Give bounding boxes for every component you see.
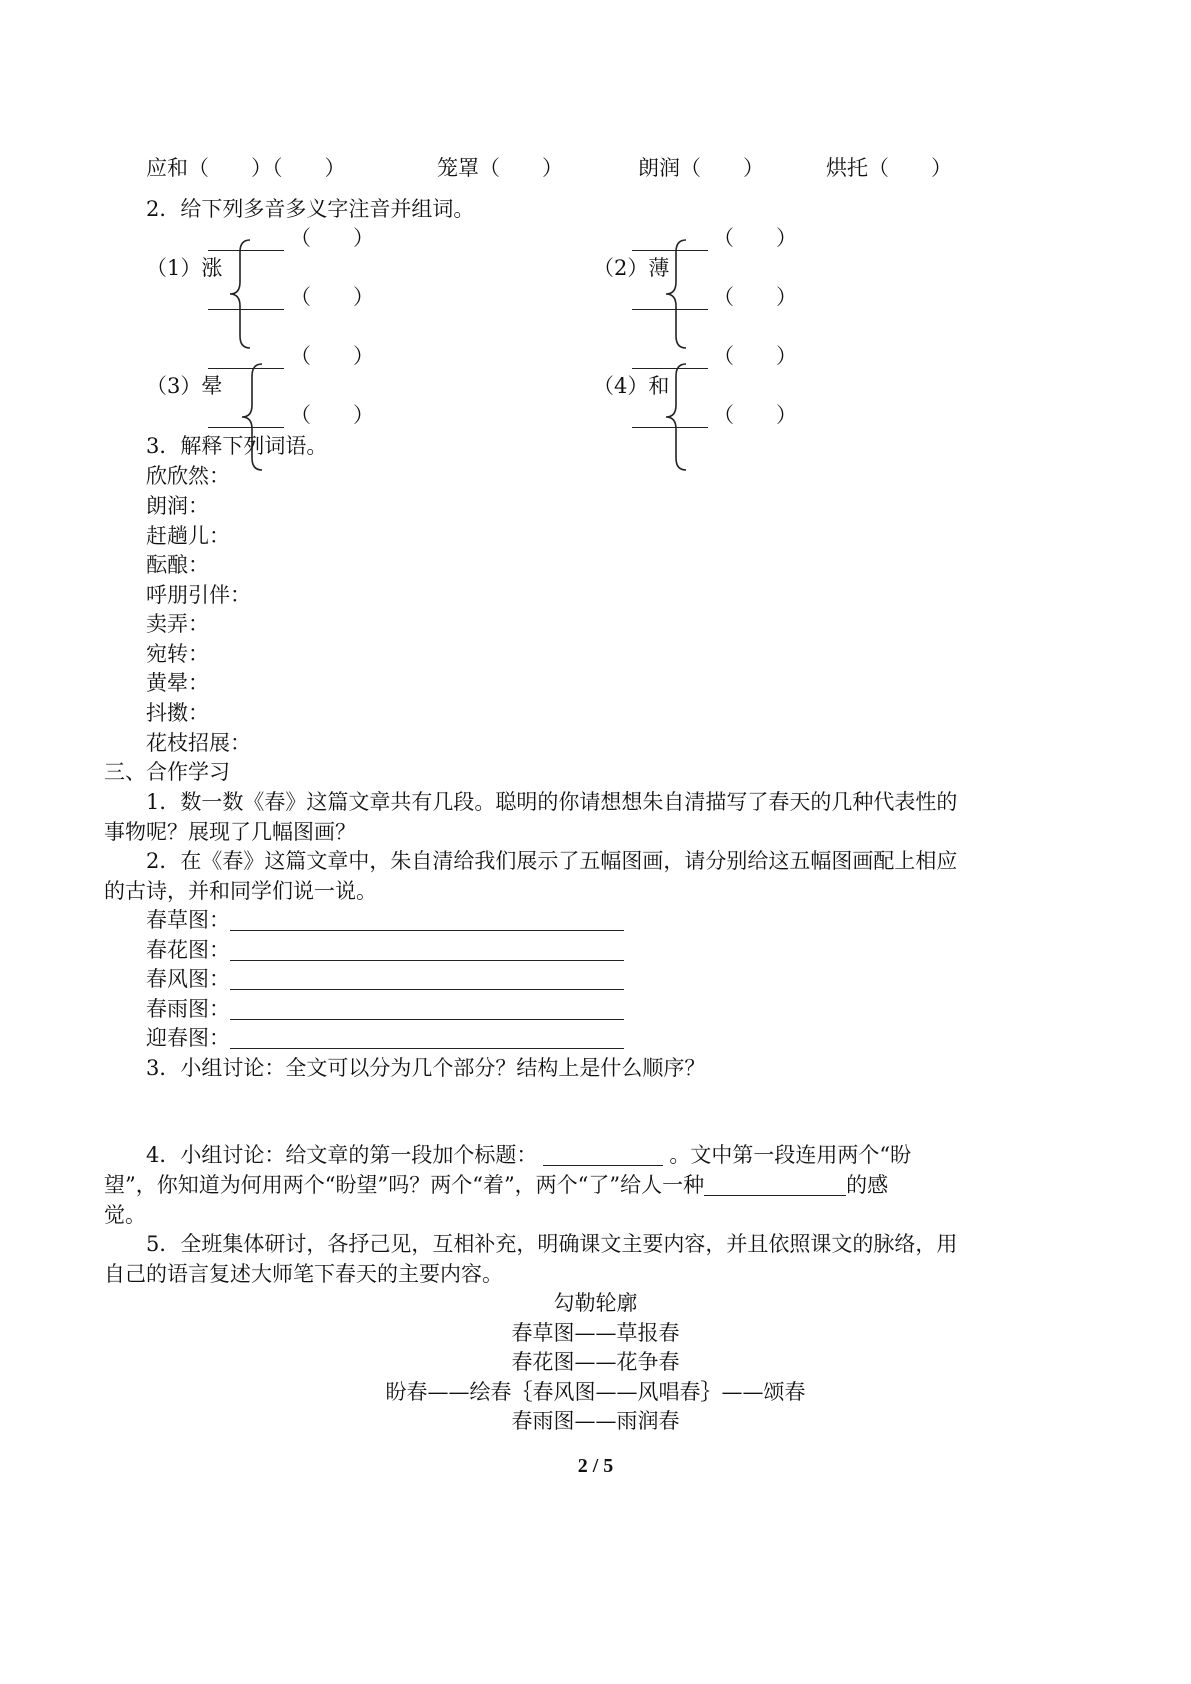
curly-brace — [662, 238, 692, 350]
s3-q3: 3．小组讨论：全文可以分为几个部分？结构上是什么顺序？ — [146, 1056, 706, 1080]
q4-text: 。文中第一段连用两个“盼 — [669, 1143, 912, 1167]
s3-q4-line2 — [104, 1175, 888, 1196]
vocab-item-hongtuo — [826, 158, 952, 179]
q4-text: 4．小组讨论：给文章的第一段加个标题： — [146, 1143, 538, 1167]
outline-line-chunyu: 春雨图——雨润春 — [511, 1409, 680, 1433]
vocab-word: 应和 — [146, 156, 188, 180]
term-wanzhuan: 宛转： — [146, 642, 209, 666]
outline-title: 勾勒轮廓 — [553, 1291, 638, 1315]
pinyin-paren: （ ） — [290, 226, 374, 250]
vocab-blanks: （ ）（ ） — [188, 156, 346, 180]
s3-q4-line3: 觉。 — [104, 1203, 146, 1227]
outline-line-chuncao: 春草图——草报春 — [511, 1321, 680, 1345]
term-hupengyinban: 呼朋引伴： — [146, 583, 251, 607]
polyphone-label-he: （4）和 — [593, 374, 670, 398]
outline-line-main: 盼春——绘春｛春风图——风唱春｝——颂春 — [385, 1380, 806, 1404]
answer-line — [230, 910, 624, 931]
term-mainong: 卖弄： — [146, 612, 209, 636]
pinyin-paren: （ ） — [713, 344, 797, 368]
answer-line — [230, 969, 624, 990]
pinyin-paren: （ ） — [290, 344, 374, 368]
picture-label: 春草图： — [146, 908, 230, 932]
pinyin-paren: （ ） — [713, 403, 797, 427]
vocab-item-langrun — [638, 158, 764, 179]
curly-brace — [662, 362, 692, 472]
s3-q2-line2: 的古诗，并和同学们说一说。 — [104, 879, 377, 903]
term-dousou: 抖擞： — [146, 701, 209, 725]
s3-q4-line1 — [146, 1145, 911, 1166]
q2-title: 2．给下列多音多义字注音并组词。 — [146, 197, 475, 221]
q4-text: 望”，你知道为何用两个“盼望”吗？两个“着”，两个“了”给人一种 — [104, 1173, 705, 1197]
term-huazhizhaozhan: 花枝招展： — [146, 731, 251, 755]
vocab-word: 朗润 — [638, 156, 680, 180]
vocab-word: 烘托 — [826, 156, 868, 180]
section-heading: 三、合作学习 — [104, 760, 230, 784]
picture-chunhua — [146, 940, 624, 961]
s3-q2-line1: 2．在《春》这篇文章中，朱自清给我们展示了五幅图画，请分别给这五幅图画配上相应 — [146, 849, 958, 873]
answer-line — [230, 940, 624, 961]
vocab-blanks: （ ） — [479, 156, 563, 180]
answer-line — [230, 1028, 624, 1049]
picture-yingchun — [146, 1028, 624, 1049]
picture-label: 春花图： — [146, 938, 230, 962]
answer-line — [704, 1175, 846, 1196]
outline-line-chunhua: 春花图——花争春 — [511, 1350, 680, 1374]
picture-chuncao — [146, 910, 624, 931]
s3-q1-line1: 1．数一数《春》这篇文章共有几段。聪明的你请想想朱自清描写了春天的几种代表性的 — [146, 790, 958, 814]
picture-label: 春风图： — [146, 967, 230, 991]
term-gantanger: 赶趟儿： — [146, 524, 230, 548]
q4-text: 的感 — [846, 1173, 889, 1197]
picture-chunyu — [146, 999, 624, 1020]
curly-brace — [226, 238, 256, 350]
term-xinxinran: 欣欣然： — [146, 464, 230, 488]
polyphone-label-bao: （2）薄 — [593, 256, 670, 280]
vocab-item-yinghe — [146, 158, 346, 179]
s3-q5-line1: 5．全班集体研讨，各抒己见，互相补充，明确课文主要内容，并且依照课文的脉络，用 — [146, 1232, 958, 1256]
q3-title: 3．解释下列词语。 — [146, 434, 328, 458]
term-yunniang: 酝酿： — [146, 553, 209, 577]
answer-line — [543, 1145, 663, 1166]
s3-q1-line2: 事物呢？展现了几幅图画？ — [104, 820, 356, 844]
s3-q5-line2: 自己的语言复述大师笔下春天的主要内容。 — [104, 1262, 503, 1286]
polyphone-label-zhang: （1）涨 — [146, 256, 223, 280]
pinyin-paren: （ ） — [713, 285, 797, 309]
polyphone-label-yun: （3）晕 — [146, 374, 223, 398]
picture-label: 迎春图： — [146, 1026, 230, 1050]
answer-line — [230, 999, 624, 1020]
vocab-item-longzhao — [437, 158, 563, 179]
vocab-blanks: （ ） — [680, 156, 764, 180]
pinyin-paren: （ ） — [290, 403, 374, 427]
pinyin-paren: （ ） — [290, 285, 374, 309]
picture-chunfeng — [146, 969, 624, 990]
term-langrun: 朗润： — [146, 494, 209, 518]
pinyin-paren: （ ） — [713, 226, 797, 250]
vocab-word: 笼罩 — [437, 156, 479, 180]
vocab-blanks: （ ） — [868, 156, 952, 180]
picture-label: 春雨图： — [146, 997, 230, 1021]
term-huangyun: 黄晕： — [146, 671, 209, 695]
page-number: 2 / 5 — [577, 1455, 614, 1477]
